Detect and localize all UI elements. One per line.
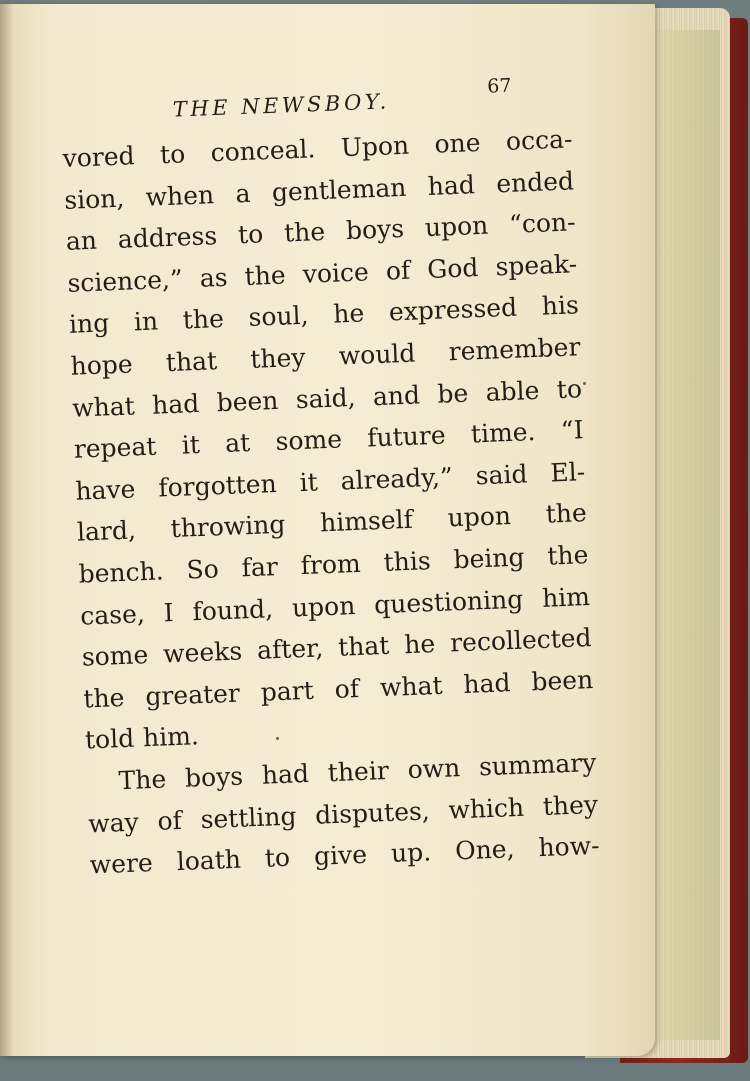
text-line: hope that they would remember [70,332,581,381]
gutter-shadow [0,4,14,1056]
text-line: science,” as the voice of God speak- [66,249,578,298]
paragraph [86,742,600,886]
text-line: The boys had their own summary [118,747,597,796]
paragraph [62,118,596,761]
text-line: case, I found, upon questioning him [79,581,591,631]
text-line: what had been said, and be able to [71,373,583,423]
text-line: ing in the soul, he expressed his [68,290,580,340]
running-title: THE NEWSBOY. [172,89,391,122]
text-line: the greater part of what had been [82,664,594,714]
text-line: an address to the boys upon “con- [65,207,577,257]
page-number: 67 [486,74,512,98]
text-line: sion, when a gentleman had ended [63,165,575,215]
text-line: vored to conceal. Upon one occa- [62,124,573,173]
text-line: some weeks after, that he recollected [81,623,593,672]
page-text [60,68,600,886]
text-line: told him. [84,721,200,755]
paper-speck [583,382,586,385]
text-line: way of settling disputes, which they [87,789,599,838]
text-line: were loath to give up. One, how- [89,830,601,880]
text-line: repeat it at some future time. “I [73,415,585,464]
text-line: bench. So far from this being the [78,540,589,589]
text-line: lard, throwing himself upon the [76,498,588,548]
text-line: have forgotten it already,” said El- [74,456,586,506]
